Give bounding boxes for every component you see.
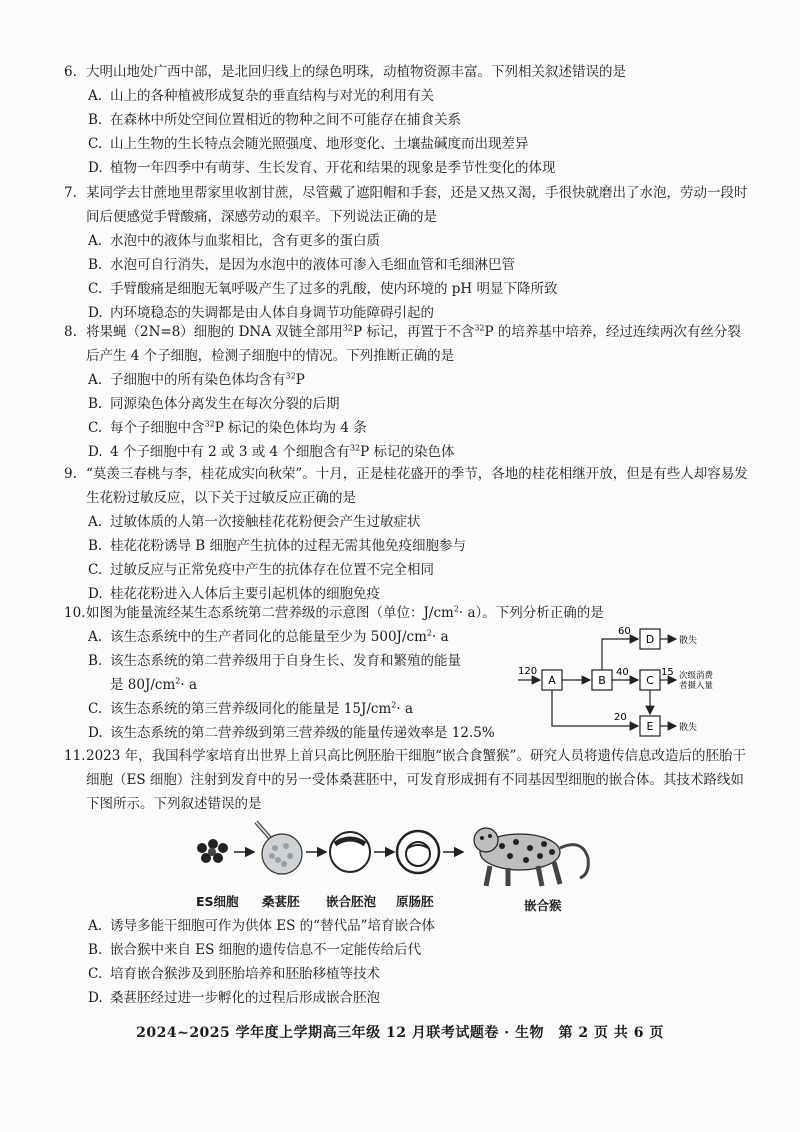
d-out-label: 散失 [679,636,698,646]
node-c-label: C [646,674,654,687]
embryo-technique-diagram [190,818,600,890]
option-c: C. 培育嵌合猴涉及到胚胎培养和胚胎移植等技术 [88,966,380,982]
option-b: B. 水泡可自行消失，是因为水泡中的液体可渗入毛细血管和毛细淋巴管 [88,257,515,273]
node-b-label: B [598,674,606,687]
question-stem: 7. 某同学去甘蔗地里帮家里收割甘蔗，尽管戴了遮阳帽和手套，还是又热又渴，手很快就磨出了水泡，劳动一段时间后便感觉手臂酸痛，深感劳动的艰辛。下列说法正确的是 [64,181,754,229]
node-d-label: D [645,633,655,646]
question-11 [64,744,754,816]
question-stem: 10.如图为能量流经某生态系统第二营养级的示意图（单位：$J/cm^2\cdot a$）。下列分析正确的是 [64,601,754,625]
energy-flow-diagram [510,622,750,742]
option-d: D. 该生态系统的第二营养级到第三营养级的能量传递效率是 12.5% [88,725,495,741]
question-stem: 6. 大明山地处广西中部，是北回归线上的绿色明珠，动植物资源丰富。下列相关叙述错误的是 [64,60,754,84]
option-b: B. 该生态系统的第二营养级用于自身生长、发育和繁殖的能量 [88,653,461,669]
option-d: D. 内环境稳态的失调都是由人体自身调节功能障碍引起的 [88,305,434,321]
option-c: C. 山上生物的生长特点会随光照强度、地形变化、土壤盐碱度而出现差异 [88,136,529,152]
input-value: 120 [518,666,538,677]
question-stem: 9. “莫羡三春桃与李，桂花成实向秋荣”。十月，正是桂花盛开的季节，各地的桂花相继开放，但是有些人却容易发生花粉过敏反应，以下关于过敏反应正确的是 [64,462,754,510]
c-out-value: 15 [661,667,674,678]
option-c: C. 过敏反应与正常免疫中产生的抗体存在位置不完全相同 [88,562,434,578]
question-number: 6. [64,64,77,80]
option-a: A. 山上的各种植被形成复杂的垂直结构与对光的利用有关 [88,88,434,104]
stage-label-morula: 桑葚胚 [262,894,300,909]
gastrula-icon [397,831,439,873]
question-number: 8. [64,324,77,340]
option-b: B. 同源染色体分离发生在每次分裂的后期 [88,396,340,412]
option-d: D. 桑葚胚经过进一步孵化的过程后形成嵌合胚泡 [88,990,380,1006]
question-number: 10. [64,605,86,621]
option-a: A. 该生态系统中的生产者同化的总能量至少为 $500J/cm^2\cdot a$ [88,628,449,645]
stage-label-es-cell: ES细胞 [196,894,239,909]
question-number: 11. [64,748,86,764]
question-9 [64,462,754,606]
stage-label-chimeric-blastocyst: 嵌合胚泡 [326,894,377,909]
stage-label-gastrula: 原肠胚 [396,894,434,909]
option-d: D. 植物一年四季中有萌芽、生长发育、开花和结果的现象是季节性变化的体现 [88,160,556,176]
question-number: 7. [64,185,77,201]
to-e-value: 20 [614,712,627,723]
option-d: D. 桂花花粉进入人体后主要引起机体的细胞免疫 [88,586,380,602]
option-a: A. 子细胞中的所有染色体均含有$^{32}$P [88,371,305,388]
arrow-b-d [602,639,638,670]
morula-icon [256,822,302,874]
option-b: B. 嵌合猴中来自 ES 细胞的遗传信息不一定能传给后代 [88,942,422,958]
blastocyst-icon [330,832,370,872]
question-6 [64,60,754,180]
option-b: B. 在森林中所处空间位置相近的物种之间不可能存在捕食关系 [88,112,461,128]
node-e-label: E [646,720,654,733]
c-out-label-line1: 次级消费 [679,671,714,681]
question-number: 9. [64,466,77,482]
node-a-label: A [548,674,556,687]
page-footer: 2024~2025 学年度上学期高三年级 12 月联考试题卷 · 生物 第 2 页 共 6 页 [136,1025,664,1041]
question-11-options [64,914,754,1010]
option-c: C. 手臂酸痛是细胞无氧呼吸产生了过多的乳酸，使内环境的 pH 明显下降所致 [88,281,558,297]
option-c: C. 每个子细胞中含$^{32}$P 标记的染色体均为 4 条 [88,419,367,436]
to-c-value: 40 [616,667,629,678]
option-b: B. 桂花花粉诱导 B 细胞产生抗体的过程无需其他免疫细胞参与 [88,538,467,554]
option-a: A. 水泡中的液体与血浆相比，含有更多的蛋白质 [88,233,380,249]
chimeric-monkey-icon [474,828,588,886]
stage-label-chimeric-monkey: 嵌合猴 [524,898,562,913]
to-d-value: 60 [618,626,631,637]
c-out-label-line2: 者摄入量 [679,681,714,691]
option-a: A. 诱导多能干细胞可作为供体 ES 的“替代品”培育嵌合体 [88,918,435,934]
option-c: C. 该生态系统的第三营养级同化的能量是 $15J/cm^2\cdot a$ [88,700,414,717]
es-cells-icon [197,839,228,863]
question-8 [64,320,754,464]
option-d: D. 4 个子细胞中有 2 或 3 或 4 个细胞含有$^{32}$P 标记的染色体 [88,443,455,460]
e-out-label: 散失 [679,723,698,733]
question-7 [64,181,754,325]
option-a: A. 过敏体质的人第一次接触桂花花粉便会产生过敏症状 [88,514,421,530]
question-stem: 11.2023 年，我国科学家培育出世界上首只高比例胚胎干细胞“嵌合食蟹猴”。研究人员将遗传信息改造后的胚胎干细胞（ES 细胞）注射到发育中的另一受体桑葚胚中，可发育形成拥有不同基因型细胞的嵌合体。其技术路线如下图所示。下列叙述错误的是 [64,744,754,816]
option-b-continued: 是 $80J/cm^2\cdot a$ [110,676,198,693]
question-stem: 8. 将果蝇（2N=8）细胞的 DNA 双链全部用$^{32}$P 标记，再置于不含$^{32}$P 的培养基中培养，经过连续两次有丝分裂后产生 4 个子细胞，检测子细胞中的情况。下列推断正确的是 [64,320,754,368]
